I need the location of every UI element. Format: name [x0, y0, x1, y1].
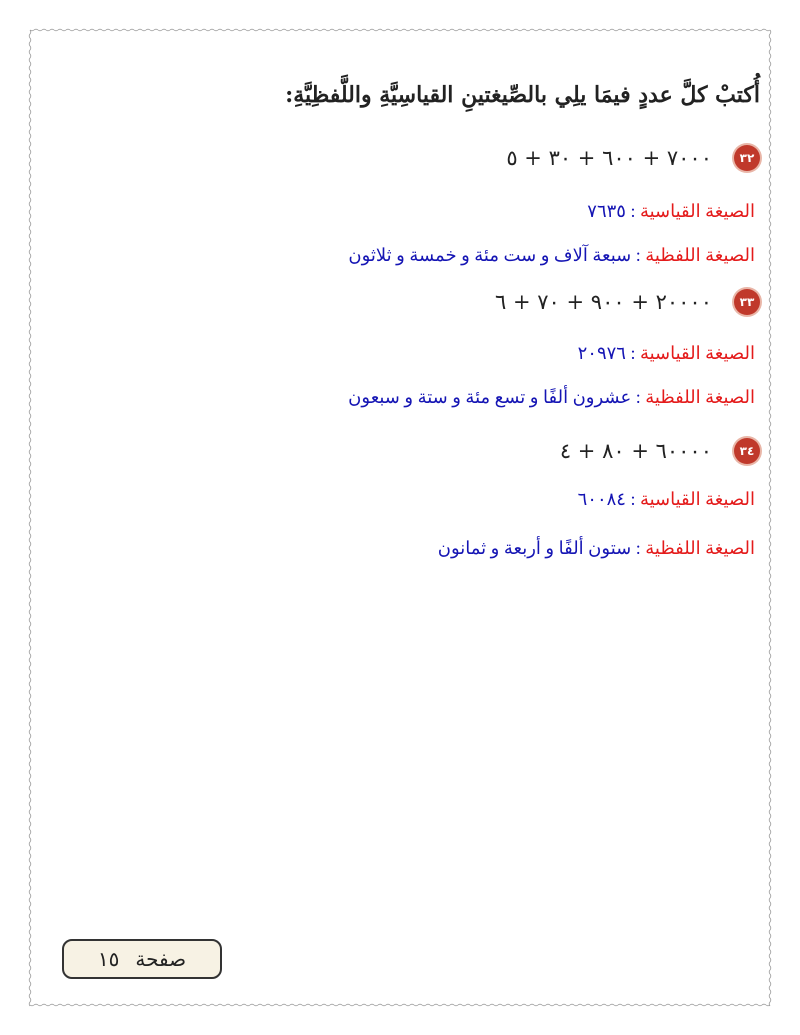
problem-32 [40, 143, 760, 173]
verbal-form-value: ستون ألفًا و أربعة و ثمانون [437, 538, 632, 558]
page-number: ١٥ [97, 947, 120, 971]
border-edge [30, 29, 770, 31]
problem-number-badge: ٣٣ [734, 289, 760, 315]
border-edge [769, 30, 771, 1006]
separator: : [635, 245, 641, 265]
standard-form-value: ٦٠٠٨٤ [577, 489, 626, 509]
standard-form-answer [40, 341, 755, 365]
separator: : [630, 201, 636, 221]
verbal-form-answer [40, 243, 755, 267]
verbal-form-answer [40, 536, 755, 560]
verbal-form-value: سبعة آلاف و ست مئة و خمسة و ثلاثون [348, 245, 632, 265]
problem-33 [40, 287, 760, 317]
separator: : [630, 343, 636, 363]
page-label: صفحة [135, 947, 187, 971]
problem-number-badge: ٣٤ [734, 438, 760, 464]
problem-number-badge: ٣٢ [734, 145, 760, 171]
separator: : [630, 489, 636, 509]
border-edge [29, 30, 31, 1006]
standard-form-label: الصيغة القياسية [639, 489, 755, 509]
verbal-form-label: الصيغة اللفظية [645, 245, 755, 265]
standard-form-label: الصيغة القياسية [639, 343, 755, 363]
standard-form-value: ٢٠٩٧٦ [577, 343, 626, 363]
expanded-form-expression: ٢٠٠٠٠ + ٩٠٠ + ٧٠ + ٦ [495, 290, 712, 314]
standard-form-answer [40, 199, 755, 223]
page-number-box [62, 939, 222, 979]
problem-34 [40, 436, 760, 466]
expanded-form-expression: ٧٠٠٠ + ٦٠٠ + ٣٠ + ٥ [506, 146, 712, 170]
verbal-form-value: عشرون ألفًا و تسع مئة و ستة و سبعون [348, 387, 632, 407]
border-edge [30, 1004, 770, 1006]
standard-form-value: ٧٦٣٥ [587, 201, 626, 221]
verbal-form-label: الصيغة اللفظية [645, 538, 755, 558]
standard-form-answer [40, 487, 755, 511]
separator: : [635, 538, 641, 558]
verbal-form-label: الصيغة اللفظية [645, 387, 755, 407]
expanded-form-expression: ٦٠٠٠٠ + ٨٠ + ٤ [559, 439, 712, 463]
separator: : [635, 387, 641, 407]
verbal-form-answer [40, 385, 755, 409]
standard-form-label: الصيغة القياسية [639, 201, 755, 221]
exercise-instruction: أُكتبْ كلَّ عددٍ فيمَا يلِي بالصِّيغتينِ القياسِيَّةِ واللَّفظِيَّةِ: [285, 82, 760, 108]
